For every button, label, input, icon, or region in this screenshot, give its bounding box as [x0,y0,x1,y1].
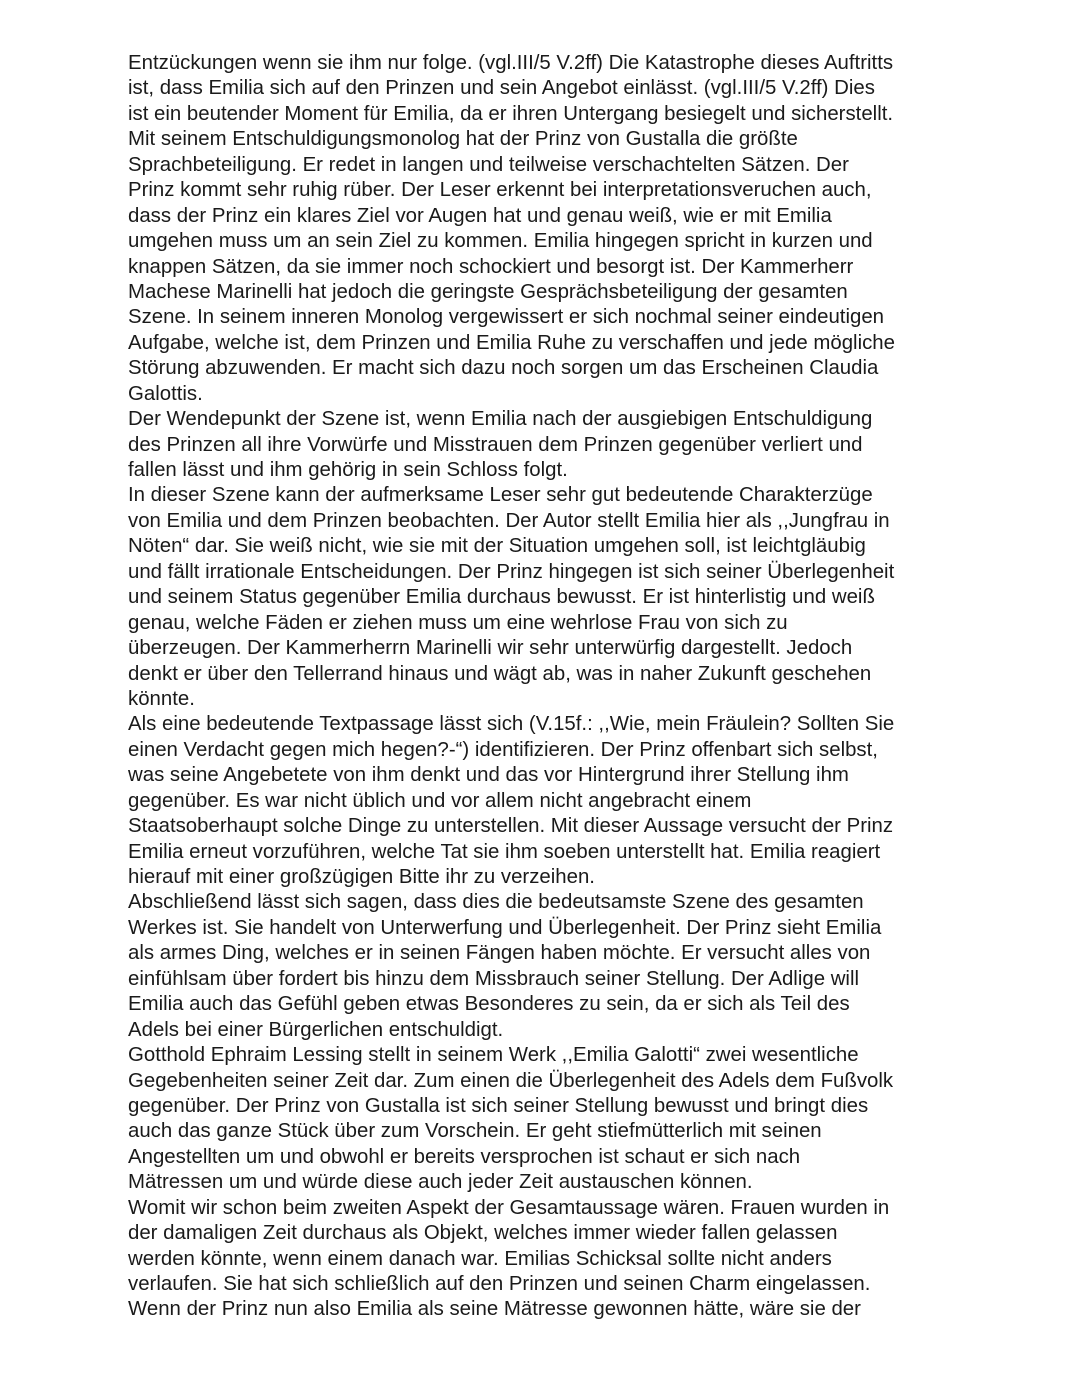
text-line: werden könnte, wenn einem danach war. Emilias Schicksal sollte nicht anders [128,1247,832,1270]
text-line: denkt er über den Tellerrand hinaus und wägt ab, was in naher Zukunft geschehen [128,662,872,685]
text-line: Angestellten um und obwohl er bereits versprochen ist schaut er sich nach [128,1145,801,1168]
text-line: Abschließend lässt sich sagen, dass dies die bedeutsamste Szene des gesamten [128,891,864,914]
text-line: Szene. In seinem inneren Monolog vergewissert er sich nochmal seiner eindeutigen [128,306,885,329]
text-line: umgehen muss um an sein Ziel zu kommen. Emilia hingegen spricht in kurzen und [128,230,873,253]
text-line: Emilia auch das Gefühl geben etwas Besonderes zu sein, da er sich als Teil des [128,993,850,1016]
text-line: knappen Sätzen, da sie immer noch schockiert und besorgt ist. Der Kammerherr [128,255,854,278]
text-line: auch das ganze Stück über zum Vorschein. Er geht stiefmütterlich mit seinen [128,1120,822,1143]
text-line: Galottis. [128,382,203,405]
text-line: Störung abzuwenden. Er macht sich dazu noch sorgen um das Erscheinen Claudia [128,357,879,380]
text-line: einen Verdacht gegen mich hegen?-“) identifizieren. Der Prinz offenbart sich selbst, [128,738,878,761]
text-line: und seinem Status gegenüber Emilia durchaus bewusst. Er ist hinterlistig und weiß [128,586,875,609]
text-line: Prinz kommt sehr ruhig rüber. Der Leser erkennt bei interpretationsveruchen auch, [128,179,872,202]
text-line: Gegebenheiten seiner Zeit dar. Zum einen die Überlegenheit des Adels dem Fußvolk [128,1069,894,1092]
text-line: als armes Ding, welches er in seinen Fängen haben möchte. Er versucht alles von [128,942,871,965]
text-line: Adels bei einer Bürgerlichen entschuldigt. [128,1018,504,1041]
text-line: Mit seinem Entschuldigungsmonolog hat der Prinz von Gustalla die größte [128,128,798,151]
text-line: verlaufen. Sie hat sich schließlich auf den Prinzen und seinen Charm eingelassen. [128,1273,871,1295]
text-line: Als eine bedeutende Textpassage lässt sich (V.15f.: ,,Wie, mein Fräulein? Sollten Sie [128,713,895,736]
text-line: was seine Angebetete von ihm denkt und das vor Hintergrund ihrer Stellung ihm [128,764,849,787]
text-line: ist, dass Emilia sich auf den Prinzen und sein Angebot einlässt. (vgl.III/5 V.2ff) Dies [128,77,875,100]
text-line: Machese Marinelli hat jedoch die geringste Gesprächsbeteiligung der gesamten [128,280,848,303]
text-line: Wenn der Prinz nun also Emilia als seine Mätresse gewonnen hätte, wäre sie der [128,1298,861,1321]
text-line: fallen lässt und ihm gehörig in sein Schloss folgt. [128,459,568,481]
text-line: gegenüber. Es war nicht üblich und vor allem nicht angebracht einem [128,789,752,812]
text-line: überzeugen. Der Kammerherrn Marinelli wir sehr unterwürfig dargestellt. Jedoch [128,637,853,660]
text-line: Sprachbeteiligung. Er redet in langen und teilweise verschachtelten Sätzen. Der [128,153,849,176]
text-line: gegenüber. Der Prinz von Gustalla ist sich seiner Stellung bewusst und bringt dies [128,1094,869,1117]
text-line: genau, welche Fäden er ziehen muss um eine wehrlose Frau von sich zu [128,611,788,634]
text-line: dass der Prinz ein klares Ziel vor Augen hat und genau weiß, wie er mit Emilia [128,204,832,227]
text-line: ist ein beutender Moment für Emilia, da er ihren Untergang besiegelt und sicherstellt. [128,102,894,125]
text-line: Gotthold Ephraim Lessing stellt in seinem Werk ,,Emilia Galotti“ zwei wesentliche [128,1044,859,1067]
text-line: Womit wir schon beim zweiten Aspekt der Gesamtaussage wären. Frauen wurden in [128,1196,890,1219]
text-line: Aufgabe, welche ist, dem Prinzen und Emilia Ruhe zu verschaffen und jede mögliche [128,331,895,354]
text-line: Emilia erneut vorzuführen, welche Tat sie ihm soeben unterstellt hat. Emilia reagiert [128,840,881,863]
text-line: Werkes ist. Sie handelt von Unterwerfung und Überlegenheit. Der Prinz sieht Emilia [128,916,882,939]
text-line: Entzückungen wenn sie ihm nur folge. (vgl.III/5 V.2ff) Die Katastrophe dieses Auftritts [128,52,894,74]
text-line: könnte. [128,687,195,710]
text-line: Nöten“ dar. Sie weiß nicht, wie sie mit der Situation umgehen soll, ist leichtgläubig [128,535,866,558]
text-line: und fällt irrationale Entscheidungen. Der Prinz hingegen ist sich seiner Überlegenheit [128,560,895,583]
text-line: Mätressen um und würde diese auch jeder Zeit austauschen können. [128,1171,753,1194]
text-line: der damaligen Zeit durchaus als Objekt, welches immer wieder fallen gelassen [128,1222,838,1245]
text-line: Staatsoberhaupt solche Dinge zu unterstellen. Mit dieser Aussage versucht der Prinz [128,815,894,838]
text-line: Der Wendepunkt der Szene ist, wenn Emilia nach der ausgiebigen Entschuldigung [128,408,873,431]
text-line: einfühlsam über fordert bis hinzu dem Missbrauch seiner Stellung. Der Adlige will [128,967,860,990]
document-body-text [128,51,968,1323]
text-line: des Prinzen all ihre Vorwürfe und Misstrauen dem Prinzen gegenüber verliert und [128,433,863,456]
text-line: hierauf mit einer großzügigen Bitte ihr zu verzeihen. [128,866,595,888]
text-line: In dieser Szene kann der aufmerksame Leser sehr gut bedeutende Charakterzüge [128,484,873,507]
text-line: von Emilia und dem Prinzen beobachten. Der Autor stellt Emilia hier als ,,Jungfrau in [128,509,890,532]
